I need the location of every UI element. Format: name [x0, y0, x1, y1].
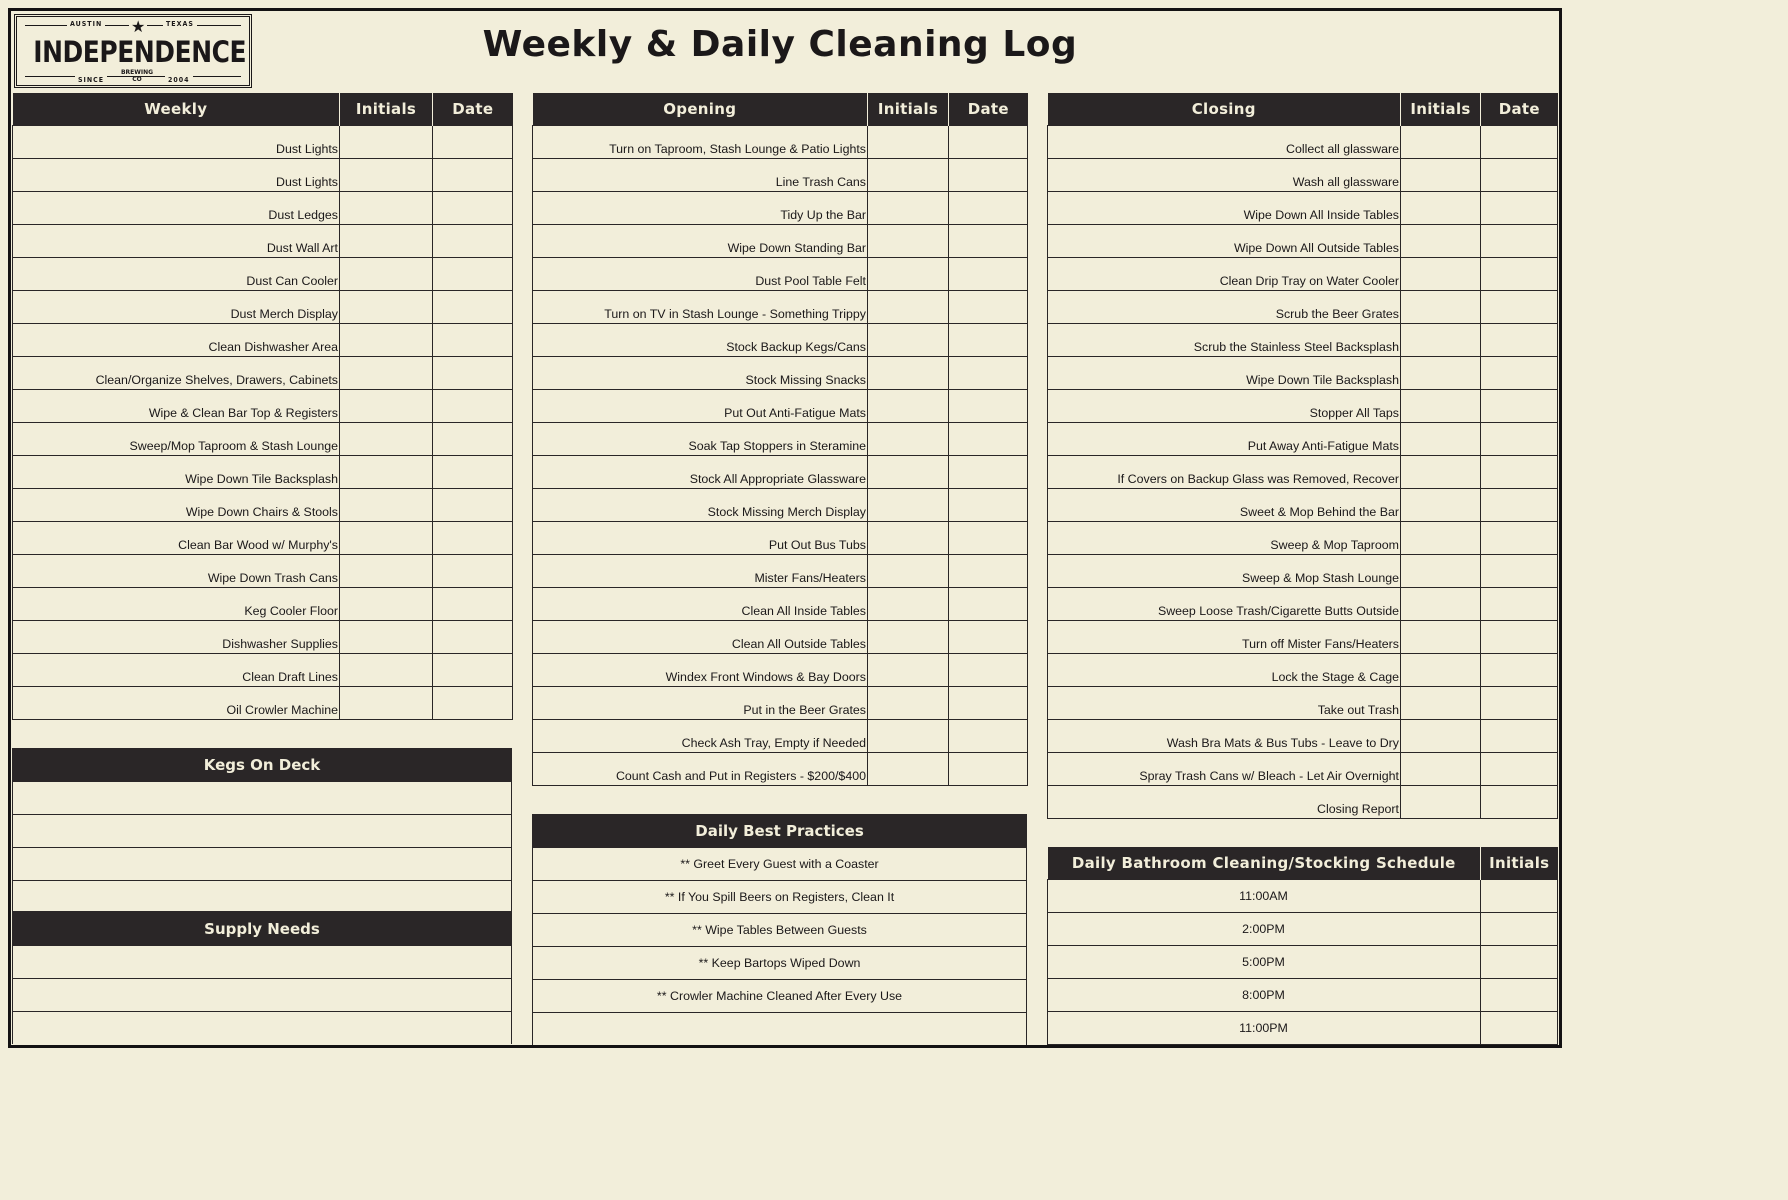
initials-cell[interactable] — [1401, 192, 1481, 225]
date-cell[interactable] — [949, 357, 1028, 390]
task-label: Dust Merch Display — [13, 291, 340, 324]
task-label: Dust Wall Art — [13, 225, 340, 258]
date-cell[interactable] — [1481, 588, 1558, 621]
task-label: Take out Trash — [1048, 687, 1401, 720]
date-cell[interactable] — [1481, 357, 1558, 390]
logo-city: AUSTIN — [67, 20, 105, 28]
weekly-initials-header: Initials — [340, 93, 433, 126]
date-cell[interactable] — [433, 456, 513, 489]
task-label: Wipe Down Chairs & Stools — [13, 489, 340, 522]
initials-cell[interactable] — [1481, 979, 1558, 1012]
table-row — [13, 192, 513, 225]
date-cell[interactable] — [949, 621, 1028, 654]
table-row — [533, 522, 1028, 555]
date-cell[interactable] — [949, 423, 1028, 456]
table-row — [1048, 753, 1558, 786]
task-label: Dust Lights — [13, 159, 340, 192]
task-label: Put Away Anti-Fatigue Mats — [1048, 423, 1401, 456]
date-cell[interactable] — [433, 654, 513, 687]
task-label: Stock Backup Kegs/Cans — [533, 324, 868, 357]
kegs-entry-row[interactable] — [13, 782, 511, 815]
initials-cell[interactable] — [868, 456, 949, 489]
task-label: Wipe Down Trash Cans — [13, 555, 340, 588]
date-cell[interactable] — [1481, 720, 1558, 753]
closing-date-header: Date — [1481, 93, 1558, 126]
best-practice-item: ** Crowler Machine Cleaned After Every Use — [533, 980, 1026, 1013]
task-label: Sweet & Mop Behind the Bar — [1048, 489, 1401, 522]
task-label: Wipe & Clean Bar Top & Registers — [13, 390, 340, 423]
kegs-entry-row[interactable] — [13, 815, 511, 848]
initials-cell[interactable] — [868, 654, 949, 687]
table-row — [13, 159, 513, 192]
table-row — [533, 324, 1028, 357]
date-cell[interactable] — [433, 522, 513, 555]
task-label: Oil Crowler Machine — [13, 687, 340, 720]
date-cell[interactable] — [1481, 324, 1558, 357]
task-label: Soak Tap Stoppers in Steramine — [533, 423, 868, 456]
table-row — [1048, 159, 1558, 192]
table-row — [13, 390, 513, 423]
date-cell[interactable] — [1481, 456, 1558, 489]
initials-cell[interactable] — [1401, 654, 1481, 687]
table-row — [1048, 720, 1558, 753]
task-label: Stock Missing Merch Display — [533, 489, 868, 522]
date-cell[interactable] — [433, 423, 513, 456]
table-row — [1048, 291, 1558, 324]
opening-initials-header: Initials — [868, 93, 949, 126]
task-label: Line Trash Cans — [533, 159, 868, 192]
date-cell[interactable] — [949, 753, 1028, 786]
date-cell[interactable] — [1481, 621, 1558, 654]
kegs-on-deck-header: Kegs On Deck — [13, 748, 511, 782]
date-cell[interactable] — [433, 291, 513, 324]
initials-cell[interactable] — [1401, 621, 1481, 654]
table-row — [533, 258, 1028, 291]
task-label: Sweep Loose Trash/Cigarette Butts Outside — [1048, 588, 1401, 621]
initials-cell[interactable] — [1481, 913, 1558, 946]
table-row — [1048, 1012, 1558, 1045]
weekly-header: Weekly — [13, 93, 340, 126]
table-row — [533, 720, 1028, 753]
bathroom-initials-header: Initials — [1481, 847, 1558, 880]
initials-cell[interactable] — [1401, 159, 1481, 192]
best-practice-item: ** If You Spill Beers on Registers, Clean It — [533, 881, 1026, 914]
initials-cell[interactable] — [340, 258, 433, 291]
table-row — [13, 291, 513, 324]
initials-cell[interactable] — [1401, 522, 1481, 555]
table-row — [533, 687, 1028, 720]
date-cell[interactable] — [433, 258, 513, 291]
table-row — [533, 126, 1028, 159]
table-row — [13, 258, 513, 291]
initials-cell[interactable] — [1481, 880, 1558, 913]
table-row — [13, 225, 513, 258]
task-label: Clean All Outside Tables — [533, 621, 868, 654]
initials-cell[interactable] — [340, 588, 433, 621]
table-row — [1048, 489, 1558, 522]
initials-cell[interactable] — [868, 621, 949, 654]
date-cell[interactable] — [1481, 258, 1558, 291]
initials-cell[interactable] — [1401, 687, 1481, 720]
task-label: Wipe Down Tile Backsplash — [1048, 357, 1401, 390]
initials-cell[interactable] — [1481, 1012, 1558, 1045]
task-label: Stopper All Taps — [1048, 390, 1401, 423]
table-row — [13, 555, 513, 588]
table-row — [13, 423, 513, 456]
closing-initials-header: Initials — [1401, 93, 1481, 126]
table-row — [1048, 654, 1558, 687]
table-row — [533, 291, 1028, 324]
task-label: Windex Front Windows & Bay Doors — [533, 654, 868, 687]
initials-cell[interactable] — [340, 357, 433, 390]
initials-cell[interactable] — [868, 192, 949, 225]
initials-cell[interactable] — [340, 489, 433, 522]
table-row — [533, 489, 1028, 522]
date-cell[interactable] — [949, 687, 1028, 720]
logo-state: TEXAS — [163, 20, 197, 28]
date-cell[interactable] — [433, 555, 513, 588]
date-cell[interactable] — [949, 159, 1028, 192]
table-row — [533, 159, 1028, 192]
initials-cell[interactable] — [868, 126, 949, 159]
weekly-date-header: Date — [433, 93, 513, 126]
date-cell[interactable] — [949, 720, 1028, 753]
date-cell[interactable] — [433, 225, 513, 258]
table-row — [1048, 979, 1558, 1012]
task-label: If Covers on Backup Glass was Removed, Recover — [1048, 456, 1401, 489]
date-cell[interactable] — [1481, 390, 1558, 423]
bathroom-schedule-header: Daily Bathroom Cleaning/Stocking Schedule — [1048, 847, 1481, 880]
task-label: Dust Pool Table Felt — [533, 258, 868, 291]
date-cell[interactable] — [949, 522, 1028, 555]
date-cell[interactable] — [949, 489, 1028, 522]
date-cell[interactable] — [949, 324, 1028, 357]
task-label: Put Out Anti-Fatigue Mats — [533, 390, 868, 423]
date-cell[interactable] — [949, 588, 1028, 621]
table-row — [13, 357, 513, 390]
date-cell[interactable] — [433, 126, 513, 159]
initials-cell[interactable] — [868, 687, 949, 720]
table-row — [1048, 258, 1558, 291]
table-row — [13, 522, 513, 555]
date-cell[interactable] — [1481, 225, 1558, 258]
initials-cell[interactable] — [1401, 258, 1481, 291]
task-label: Put in the Beer Grates — [533, 687, 868, 720]
task-label: Wipe Down Tile Backsplash — [13, 456, 340, 489]
date-cell[interactable] — [433, 687, 513, 720]
task-label: Collect all glassware — [1048, 126, 1401, 159]
date-cell[interactable] — [1481, 159, 1558, 192]
kegs-on-deck-section — [12, 748, 512, 912]
initials-cell[interactable] — [340, 522, 433, 555]
task-label: Dust Can Cooler — [13, 258, 340, 291]
date-cell[interactable] — [433, 621, 513, 654]
table-row — [1048, 126, 1558, 159]
date-cell[interactable] — [1481, 489, 1558, 522]
schedule-time: 5:00PM — [1048, 946, 1481, 979]
page-title: Weekly & Daily Cleaning Log — [482, 24, 1078, 65]
initials-cell[interactable] — [340, 423, 433, 456]
task-label: Dishwasher Supplies — [13, 621, 340, 654]
date-cell[interactable] — [433, 192, 513, 225]
initials-cell[interactable] — [340, 687, 433, 720]
table-row — [533, 357, 1028, 390]
initials-cell[interactable] — [1481, 946, 1558, 979]
task-label: Wash Bra Mats & Bus Tubs - Leave to Dry — [1048, 720, 1401, 753]
initials-cell[interactable] — [868, 555, 949, 588]
initials-cell[interactable] — [1401, 423, 1481, 456]
initials-cell[interactable] — [868, 390, 949, 423]
task-label: Sweep & Mop Taproom — [1048, 522, 1401, 555]
best-practice-blank-row[interactable] — [533, 1013, 1026, 1045]
date-cell[interactable] — [1481, 786, 1558, 819]
table-row — [1048, 621, 1558, 654]
kegs-entry-row[interactable] — [13, 848, 511, 881]
closing-header: Closing — [1048, 93, 1401, 126]
date-cell[interactable] — [433, 357, 513, 390]
closing-table — [1047, 93, 1558, 819]
initials-cell[interactable] — [868, 324, 949, 357]
table-row — [1048, 687, 1558, 720]
initials-cell[interactable] — [1401, 291, 1481, 324]
table-row — [1048, 946, 1558, 979]
table-row — [1048, 423, 1558, 456]
table-row — [1048, 913, 1558, 946]
date-cell[interactable] — [1481, 654, 1558, 687]
initials-cell[interactable] — [1401, 786, 1481, 819]
date-cell[interactable] — [1481, 291, 1558, 324]
date-cell[interactable] — [433, 390, 513, 423]
table-row — [1048, 555, 1558, 588]
opening-table — [532, 93, 1028, 786]
table-row — [533, 588, 1028, 621]
schedule-time: 2:00PM — [1048, 913, 1481, 946]
initials-cell[interactable] — [868, 720, 949, 753]
opening-date-header: Date — [949, 93, 1028, 126]
table-row — [1048, 456, 1558, 489]
table-row — [1048, 324, 1558, 357]
task-label: Sweep/Mop Taproom & Stash Lounge — [13, 423, 340, 456]
task-label: Clean Drip Tray on Water Cooler — [1048, 258, 1401, 291]
initials-cell[interactable] — [1401, 390, 1481, 423]
table-row — [533, 225, 1028, 258]
table-row — [13, 324, 513, 357]
task-label: Mister Fans/Heaters — [533, 555, 868, 588]
best-practice-item: ** Greet Every Guest with a Coaster — [533, 848, 1026, 881]
table-row — [1048, 390, 1558, 423]
schedule-time: 11:00PM — [1048, 1012, 1481, 1045]
date-cell[interactable] — [433, 489, 513, 522]
initials-cell[interactable] — [1401, 225, 1481, 258]
task-label: Wipe Down Standing Bar — [533, 225, 868, 258]
opening-header: Opening — [533, 93, 868, 126]
initials-cell[interactable] — [868, 357, 949, 390]
initials-cell[interactable] — [1401, 555, 1481, 588]
table-row — [1048, 786, 1558, 819]
initials-cell[interactable] — [1401, 489, 1481, 522]
table-row — [533, 555, 1028, 588]
task-label: Put Out Bus Tubs — [533, 522, 868, 555]
supply-entry-row[interactable] — [13, 979, 511, 1012]
supply-entry-row[interactable] — [13, 1012, 511, 1044]
date-cell[interactable] — [1481, 687, 1558, 720]
initials-cell[interactable] — [868, 291, 949, 324]
logo-sub: BREWING CO — [120, 69, 154, 83]
initials-cell[interactable] — [340, 621, 433, 654]
initials-cell[interactable] — [868, 522, 949, 555]
date-cell[interactable] — [949, 654, 1028, 687]
task-label: Wipe Down All Outside Tables — [1048, 225, 1401, 258]
initials-cell[interactable] — [340, 126, 433, 159]
task-label: Spray Trash Cans w/ Bleach - Let Air Overnight — [1048, 753, 1401, 786]
table-row — [1048, 192, 1558, 225]
task-label: Wash all glassware — [1048, 159, 1401, 192]
date-cell[interactable] — [949, 258, 1028, 291]
table-row — [533, 654, 1028, 687]
date-cell[interactable] — [433, 588, 513, 621]
task-label: Stock Missing Snacks — [533, 357, 868, 390]
task-label: Check Ash Tray, Empty if Needed — [533, 720, 868, 753]
task-label: Count Cash and Put in Registers - $200/$400 — [533, 753, 868, 786]
table-row — [533, 621, 1028, 654]
initials-cell[interactable] — [340, 555, 433, 588]
task-label: Tidy Up the Bar — [533, 192, 868, 225]
task-label: Turn off Mister Fans/Heaters — [1048, 621, 1401, 654]
date-cell[interactable] — [1481, 753, 1558, 786]
initials-cell[interactable] — [1401, 456, 1481, 489]
initials-cell[interactable] — [868, 753, 949, 786]
date-cell[interactable] — [949, 291, 1028, 324]
table-row — [533, 390, 1028, 423]
table-row — [1048, 588, 1558, 621]
task-label: Wipe Down All Inside Tables — [1048, 192, 1401, 225]
logo-year: 2004 — [165, 76, 193, 84]
table-row — [1048, 225, 1558, 258]
best-practices-header: Daily Best Practices — [533, 814, 1026, 848]
initials-cell[interactable] — [1401, 357, 1481, 390]
table-row — [13, 588, 513, 621]
task-label: Sweep & Mop Stash Lounge — [1048, 555, 1401, 588]
supply-needs-header: Supply Needs — [13, 912, 511, 946]
task-label: Clean Draft Lines — [13, 654, 340, 687]
initials-cell[interactable] — [340, 390, 433, 423]
date-cell[interactable] — [1481, 522, 1558, 555]
task-label: Lock the Stage & Cage — [1048, 654, 1401, 687]
date-cell[interactable] — [949, 390, 1028, 423]
initials-cell[interactable] — [1401, 126, 1481, 159]
table-row — [533, 192, 1028, 225]
initials-cell[interactable] — [1401, 324, 1481, 357]
task-label: Turn on TV in Stash Lounge - Something Trippy — [533, 291, 868, 324]
initials-cell[interactable] — [340, 192, 433, 225]
star-icon: ★ — [131, 17, 146, 36]
date-cell[interactable] — [949, 555, 1028, 588]
initials-cell[interactable] — [340, 291, 433, 324]
initials-cell[interactable] — [340, 456, 433, 489]
date-cell[interactable] — [433, 324, 513, 357]
table-row — [13, 489, 513, 522]
task-label: Clean Dishwasher Area — [13, 324, 340, 357]
date-cell[interactable] — [1481, 192, 1558, 225]
best-practice-item: ** Wipe Tables Between Guests — [533, 914, 1026, 947]
task-label: Scrub the Beer Grates — [1048, 291, 1401, 324]
table-row — [13, 687, 513, 720]
logo-name: INDEPENDENCE — [33, 35, 247, 69]
task-label: Closing Report — [1048, 786, 1401, 819]
task-label: Keg Cooler Floor — [13, 588, 340, 621]
table-row — [533, 423, 1028, 456]
initials-cell[interactable] — [868, 423, 949, 456]
task-label: Dust Lights — [13, 126, 340, 159]
date-cell[interactable] — [1481, 555, 1558, 588]
table-row — [1048, 522, 1558, 555]
table-row — [13, 456, 513, 489]
initials-cell[interactable] — [868, 225, 949, 258]
logo-since: SINCE — [75, 76, 107, 84]
table-row — [13, 126, 513, 159]
kegs-entry-row[interactable] — [13, 881, 511, 912]
table-row — [13, 654, 513, 687]
weekly-table — [12, 93, 513, 720]
schedule-time: 8:00PM — [1048, 979, 1481, 1012]
date-cell[interactable] — [949, 456, 1028, 489]
initials-cell[interactable] — [868, 159, 949, 192]
date-cell[interactable] — [1481, 126, 1558, 159]
supply-needs-section — [12, 912, 512, 1044]
initials-cell[interactable] — [340, 159, 433, 192]
supply-entry-row[interactable] — [13, 946, 511, 979]
initials-cell[interactable] — [1401, 588, 1481, 621]
table-row — [1048, 357, 1558, 390]
schedule-time: 11:00AM — [1048, 880, 1481, 913]
task-label: Clean Bar Wood w/ Murphy's — [13, 522, 340, 555]
task-label: Scrub the Stainless Steel Backsplash — [1048, 324, 1401, 357]
initials-cell[interactable] — [1401, 753, 1481, 786]
task-label: Clean/Organize Shelves, Drawers, Cabinets — [13, 357, 340, 390]
task-label: Turn on Taproom, Stash Lounge & Patio Lights — [533, 126, 868, 159]
table-row — [533, 456, 1028, 489]
initials-cell[interactable] — [1401, 720, 1481, 753]
initials-cell[interactable] — [340, 225, 433, 258]
date-cell[interactable] — [949, 126, 1028, 159]
table-row — [1048, 880, 1558, 913]
initials-cell[interactable] — [340, 654, 433, 687]
initials-cell[interactable] — [340, 324, 433, 357]
bathroom-schedule-table — [1047, 847, 1558, 1045]
date-cell[interactable] — [949, 192, 1028, 225]
task-label: Dust Ledges — [13, 192, 340, 225]
initials-cell[interactable] — [868, 588, 949, 621]
date-cell[interactable] — [949, 225, 1028, 258]
table-row — [13, 621, 513, 654]
task-label: Clean All Inside Tables — [533, 588, 868, 621]
best-practice-item: ** Keep Bartops Wiped Down — [533, 947, 1026, 980]
brand-logo — [14, 14, 252, 88]
date-cell[interactable] — [1481, 423, 1558, 456]
task-label: Stock All Appropriate Glassware — [533, 456, 868, 489]
initials-cell[interactable] — [868, 489, 949, 522]
date-cell[interactable] — [433, 159, 513, 192]
best-practices-section — [532, 814, 1027, 1045]
initials-cell[interactable] — [868, 258, 949, 291]
table-row — [533, 753, 1028, 786]
